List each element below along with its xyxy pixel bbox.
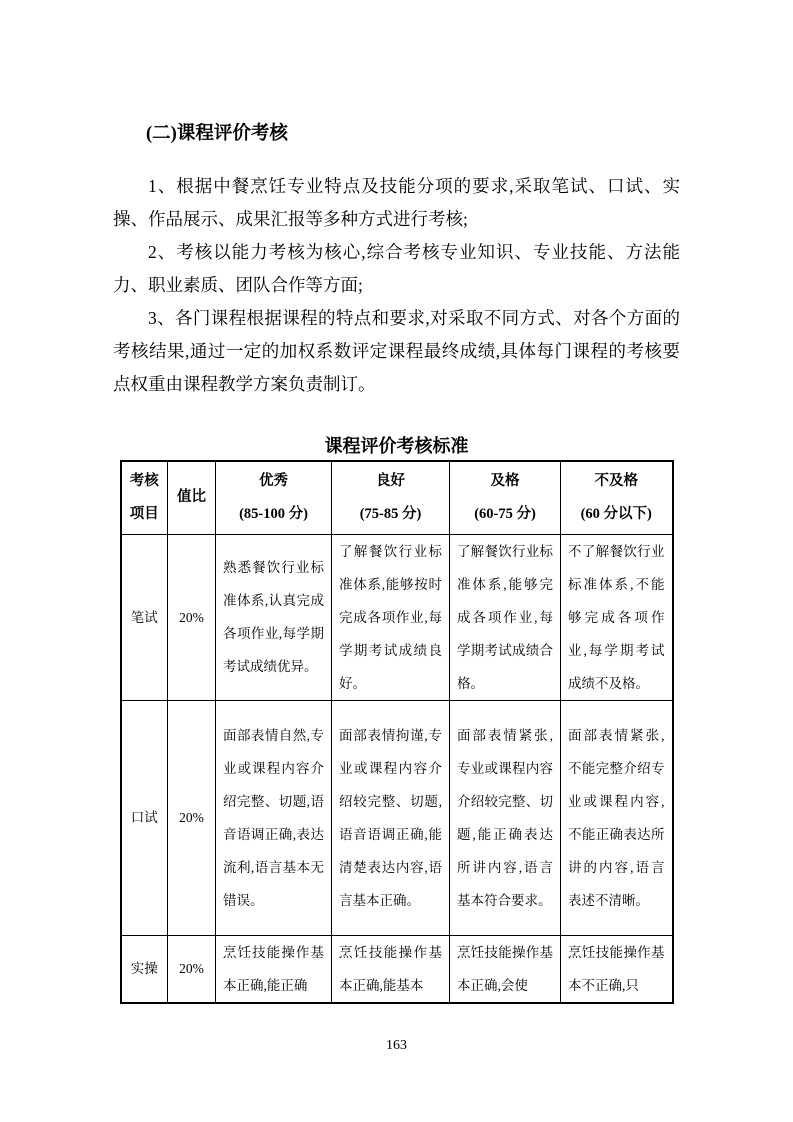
table-row-oral-exam [121, 700, 673, 935]
paragraph-1: 1、根据中餐烹饪专业特点及技能分项的要求,采取笔试、口试、实操、作品展示、成果汇报等多种方式进行考核; [113, 176, 680, 229]
cell-excellent: 熟悉餐饮行业标准体系,认真完成各项作业,每学期考试成绩优异。 [216, 534, 332, 700]
paragraph-3: 3、各门课程根据课程的特点和要求,对采取不同方式、对各个方面的考核结果,通过一定的加权系数评定课程最终成绩,具体每门课程的考核要点权重由课程教学方案负责制订。 [113, 308, 680, 394]
header-pass-column [450, 461, 561, 534]
header-fail-line2: (60 分以下) [580, 505, 652, 522]
header-weight-column [168, 461, 216, 534]
header-fail-line1: 不及格 [594, 472, 638, 489]
cell-item: 实操 [121, 935, 168, 1003]
cell-pass: 了解餐饮行业标准体系,能够完成各项作业,每学期考试成绩合格。 [450, 534, 561, 700]
page-content [113, 118, 680, 1004]
cell-pass: 面部表情紧张,专业或课程内容介绍较完整、切题,能正确表达所讲内容,语言基本符合要求。 [450, 700, 561, 935]
header-item-column [121, 461, 168, 534]
cell-weight: 20% [168, 700, 216, 935]
cell-excellent: 面部表情自然,专业或课程内容介绍完整、切题,语音语调正确,表达流利,语言基本无错误。 [216, 700, 332, 935]
section-heading: (二)课程评价考核 [146, 124, 288, 144]
cell-item: 笔试 [121, 534, 168, 700]
header-item-line2: 项目 [129, 505, 159, 522]
page-number: 163 [386, 1038, 407, 1053]
evaluation-standards-table [120, 460, 674, 1004]
cell-fail-text: 烹饪技能操作基本不正确,只 [568, 944, 665, 993]
cell-fail: 面部表情紧张,不能完整介绍专业或课程内容,不能正确表达所讲的内容,语言表述不清晰。 [561, 700, 673, 935]
header-fail-column [561, 461, 673, 534]
cell-weight: 20% [168, 935, 216, 1003]
header-weight-line1: 值比 [177, 489, 206, 506]
cell-good-text: 烹饪技能操作基本正确,能基本 [339, 944, 442, 993]
cell-weight: 20% [168, 534, 216, 700]
cell-pass [450, 935, 561, 1003]
table-row-practical-exam [121, 935, 673, 1003]
cell-good: 了解餐饮行业标准体系,能够按时完成各项作业,每学期考试成绩良好。 [332, 534, 450, 700]
header-pass-line2: (60-75 分) [474, 505, 536, 522]
table-header-row [121, 461, 673, 534]
header-item-line1: 考核 [129, 472, 159, 489]
cell-item: 口试 [121, 700, 168, 935]
table-title: 课程评价考核标准 [324, 436, 469, 456]
table-row-written-exam [121, 534, 673, 700]
header-excellent-line2: (85-100 分) [239, 505, 308, 522]
cell-excellent [216, 935, 332, 1003]
cell-good [332, 935, 450, 1003]
cell-fail: 不了解餐饮行业标准体系,不能够完成各项作业,每学期考试成绩不及格。 [561, 534, 673, 700]
header-excellent-column [216, 461, 332, 534]
header-good-line2: (75-85 分) [359, 505, 422, 522]
cell-excellent-text: 烹饪技能操作基本正确,能正确 [223, 944, 324, 993]
paragraph-2: 2、考核以能力考核为核心,综合考核专业知识、专业技能、方法能力、职业素质、团队合作等方面; [113, 242, 680, 295]
cell-good: 面部表情拘谨,专业或课程内容介绍较完整、切题,语音语调正确,能清楚表达内容,语言基本正确。 [332, 700, 450, 935]
header-good-column [332, 461, 450, 534]
cell-fail [561, 935, 673, 1003]
header-good-line1: 良好 [376, 472, 405, 489]
cell-pass-text: 烹饪技能操作基本正确,会使 [457, 944, 553, 993]
header-excellent-line1: 优秀 [259, 472, 288, 489]
header-pass-line1: 及格 [490, 472, 520, 489]
